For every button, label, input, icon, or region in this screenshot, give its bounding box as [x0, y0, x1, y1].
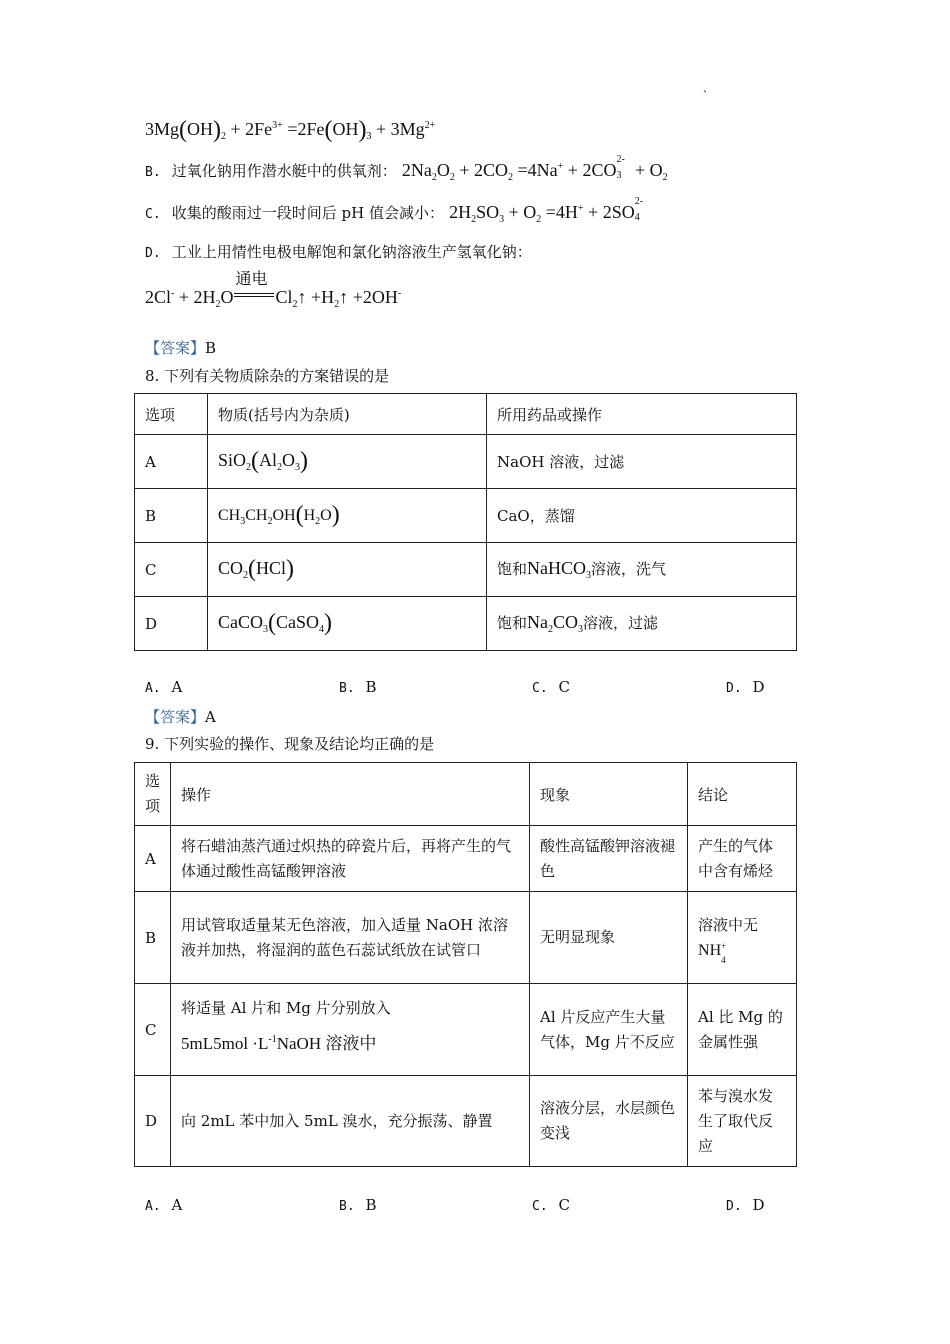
q8-choice-b: B. B	[339, 678, 377, 696]
q8-substance: CaCO$_3$(CaSO$_4$)	[208, 597, 487, 651]
table-row	[135, 597, 797, 651]
q9-phenomenon: Al 片反应产生大量气体，Mg 片不反应	[530, 984, 688, 1076]
q8-header-reagent: 所用药品或操作	[487, 394, 797, 435]
option-b-equation: $2Na_2O_2 + 2CO_2 =4Na^+ + 2CO$ 2- 3 + $O_2$	[401, 154, 668, 183]
q9-header-operation: 操作	[171, 763, 530, 826]
q8-substance: $SiO_2(Al_2O_3)$	[208, 435, 487, 489]
option-b-line: B. 过氧化钠用作潜水艇中的供氧剂： $2Na_2O_2 + 2CO_2 =4Na^+ + 2CO$ 2- 3 + $O_2$	[145, 154, 668, 183]
q8-reagent: CaO，蒸馏	[487, 489, 797, 543]
q9-header-option: 选项	[135, 763, 171, 826]
q9-phenomenon: 无明显现象	[530, 892, 688, 984]
q8-option: B	[135, 489, 208, 543]
q8-option: C	[135, 543, 208, 597]
option-c-equation: $2H_2SO_3 + O_2 =4H^+ + 2SO$ 2- 4	[449, 196, 644, 225]
q8-reagent: NaOH 溶液，过滤	[487, 435, 797, 489]
q9-title: 9. 下列实验的操作、现象及结论均正确的是	[145, 735, 435, 753]
q9-phenomenon: 酸性高锰酸钾溶液褪色	[530, 826, 688, 892]
table-row	[135, 543, 797, 597]
q8-title: 8. 下列有关物质除杂的方案错误的是	[145, 367, 390, 385]
q9-header-phenomenon: 现象	[530, 763, 688, 826]
answer-7: 【答案】B	[145, 339, 217, 357]
table-row	[135, 435, 797, 489]
q9-choice-a: A. A	[145, 1196, 183, 1214]
table-row	[135, 763, 797, 826]
q9-choice-b: B. B	[339, 1196, 377, 1214]
table-row	[135, 826, 797, 892]
q9-choice-c: C. C	[532, 1196, 570, 1214]
answer-8: 【答案】A	[145, 708, 216, 726]
q9-phenomenon: 溶液分层，水层颜色变浅	[530, 1076, 688, 1167]
q9-conclusion: 产生的气体中含有烯烃	[688, 826, 797, 892]
q9-table	[134, 762, 797, 1167]
table-row	[135, 1076, 797, 1167]
table-row	[135, 394, 797, 435]
q9-option: D	[135, 1076, 171, 1167]
q9-operation: 将石蜡油蒸汽通过炽热的碎瓷片后，再将产生的气体通过酸性高锰酸钾溶液	[171, 826, 530, 892]
q9-conclusion: Al 比 Mg 的金属性强	[688, 984, 797, 1076]
q8-choice-a: A. A	[145, 678, 183, 696]
q9-operation: 将适量 Al 片和 Mg 片分别放入 $5mL5mol \cdot L^{-1}NaOH$ 溶液中	[171, 984, 530, 1076]
option-d-equation: $2Cl^- + 2H_2O$ 通电 $Cl_2↑$ $+H_2↑ +2OH^-$	[145, 271, 402, 310]
q8-choice-c: C. C	[532, 678, 570, 696]
q8-reagent: 饱和$Na_2CO_3$溶液，过滤	[487, 597, 797, 651]
table-row	[135, 984, 797, 1076]
q9-conclusion: 苯与溴水发生了取代反应	[688, 1076, 797, 1167]
q9-header-conclusion: 结论	[688, 763, 797, 826]
q8-substance: $CH_3CH_2OH(H_2O)$	[208, 489, 487, 543]
q8-reagent: 饱和NaHCO$_3$溶液，洗气	[487, 543, 797, 597]
q8-header-substance: 物质(括号内为杂质)	[208, 394, 487, 435]
option-d-line: D. 工业上用情性电极电解饱和氯化钠溶液生产氢氧化钠：	[145, 243, 532, 261]
option-c-line: C. 收集的酸雨过一段时间后 pH 值会减小： $2H_2SO_3 + O_2 =4H^+ + 2SO$ 2- 4	[145, 202, 649, 225]
q8-table	[134, 393, 797, 651]
q8-choice-d: D. D	[726, 678, 765, 696]
q8-option: D	[135, 597, 208, 651]
q8-header-option: 选项	[135, 394, 208, 435]
q8-substance: $CO_2(HCl)$	[208, 543, 487, 597]
equation-mg-fe: $3Mg(OH)_2 + 2Fe^{3+} =2Fe(OH)_3 + 3Mg^{2+}$	[145, 117, 436, 143]
q9-conclusion: 溶液中无 NH + 4	[688, 892, 797, 984]
q9-operation: 向 2mL 苯中加入 5mL 溴水，充分振荡、静置	[171, 1076, 530, 1167]
q9-option: A	[135, 826, 171, 892]
table-row	[135, 489, 797, 543]
q9-choice-d: D. D	[726, 1196, 765, 1214]
q9-option: C	[135, 984, 171, 1076]
top-mark: 、	[703, 84, 713, 95]
q8-option: A	[135, 435, 208, 489]
table-row	[135, 892, 797, 984]
q9-operation: 用试管取适量某无色溶液，加入适量 NaOH 浓溶液并加热，将湿润的蓝色石蕊试纸放在试管口	[171, 892, 530, 984]
q9-option: B	[135, 892, 171, 984]
